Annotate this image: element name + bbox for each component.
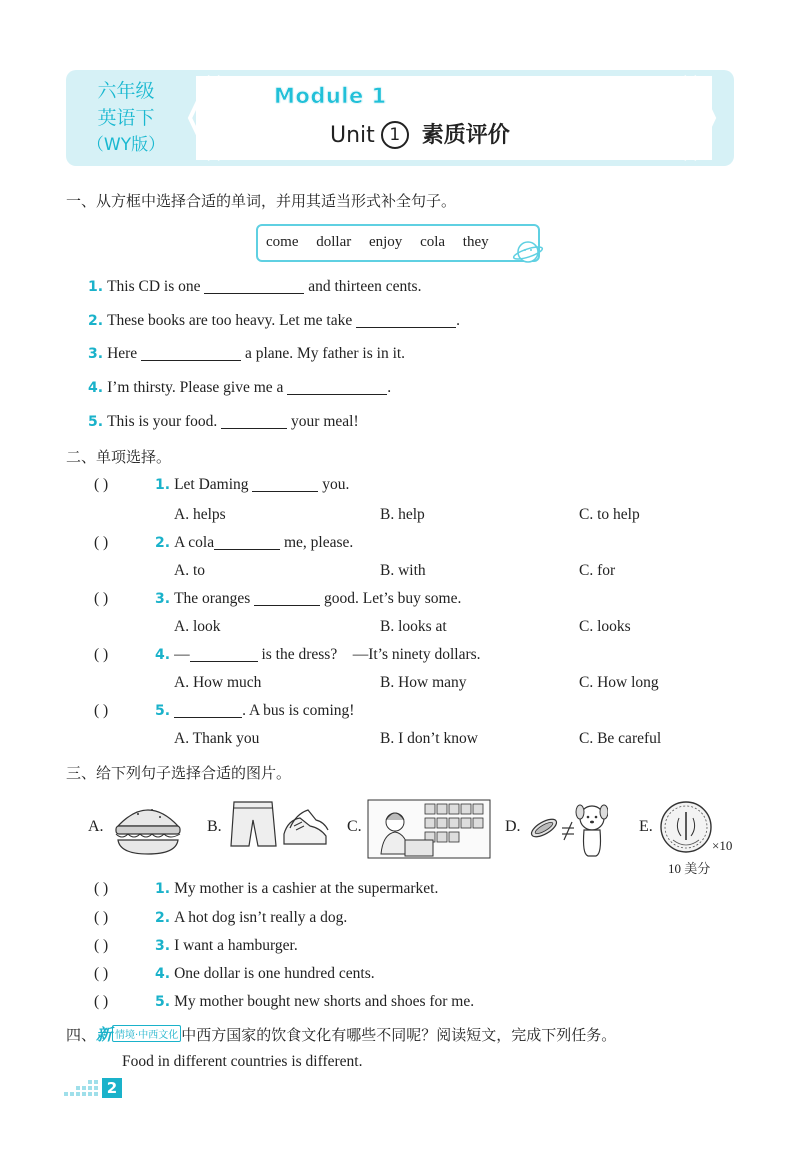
word-item: cola [420, 234, 446, 250]
option-b[interactable]: B. How many [380, 674, 467, 691]
fill-question [88, 379, 391, 397]
match-sentence [155, 993, 474, 1011]
answer-blank [214, 535, 280, 550]
option-c[interactable]: C. How long [579, 674, 659, 691]
page-corner-decoration [62, 1076, 102, 1100]
unit-title [330, 118, 510, 149]
passage-line: Food in different countries is different. [122, 1053, 363, 1070]
answer-paren[interactable]: ( ) [94, 702, 109, 719]
picture-label: D. [505, 818, 521, 835]
answer-blank [190, 647, 258, 662]
option-c[interactable]: C. Be careful [579, 730, 662, 747]
option-b[interactable]: B. looks at [380, 618, 447, 635]
match-sentence [155, 909, 347, 927]
answer-paren[interactable]: ( ) [94, 646, 109, 663]
question-number: 3. [155, 591, 171, 607]
answer-paren[interactable]: ( ) [94, 476, 109, 493]
match-sentence [155, 880, 438, 898]
question-text: your meal! [287, 413, 359, 430]
section-prefix: 四、 [66, 1026, 97, 1044]
answer-paren[interactable]: ( ) [94, 937, 109, 954]
option-b[interactable]: B. I don’t know [380, 730, 478, 747]
dime-coin-icon [659, 800, 713, 854]
fill-question [88, 278, 421, 296]
answer-blank[interactable] [204, 279, 304, 294]
question-text: . A bus is coming! [242, 702, 355, 719]
word-item: dollar [316, 234, 352, 250]
choice-question [155, 702, 354, 720]
answer-blank[interactable] [141, 346, 241, 361]
question-text: a plane. My father is in it. [241, 345, 406, 362]
question-text: One dollar is one hundred cents. [174, 965, 375, 982]
picture-label: E. [639, 818, 653, 835]
option-a[interactable]: A. helps [174, 506, 226, 523]
unit-heading: 素质评价 [421, 123, 510, 148]
question-number: 5. [88, 414, 104, 430]
page-number: 2 [102, 1078, 122, 1098]
question-number: 2. [88, 313, 104, 329]
unit-label: Unit [330, 123, 375, 148]
fill-question [88, 413, 359, 431]
planet-icon [512, 236, 544, 268]
option-b[interactable]: B. help [380, 506, 425, 523]
section1-heading: 一、从方框中选择合适的单词，并用其适当形式补全句子。 [66, 192, 457, 210]
fill-question [88, 345, 405, 363]
cashier-icon [367, 798, 491, 860]
answer-paren[interactable]: ( ) [94, 590, 109, 607]
question-text: A hot dog isn’t really a dog. [174, 909, 348, 926]
section2-heading: 二、单项选择。 [66, 448, 172, 466]
question-number: 3. [155, 938, 171, 954]
answer-blank [254, 591, 320, 606]
unit-number: 1 [381, 121, 409, 149]
question-number: 4. [155, 966, 171, 982]
choice-question [155, 590, 461, 608]
answer-paren[interactable]: ( ) [94, 965, 109, 982]
fill-question [88, 312, 460, 330]
option-c[interactable]: C. looks [579, 618, 631, 635]
new-badge: 新 [96, 1025, 113, 1044]
word-item: enjoy [368, 234, 403, 250]
match-sentence [155, 965, 375, 983]
picture-label: B. [207, 818, 222, 835]
question-number: 5. [155, 703, 171, 719]
question-number: 3. [88, 346, 104, 362]
question-text: you. [318, 476, 350, 493]
hot-dog-not-dog-icon [528, 798, 608, 860]
picture-label: C. [347, 818, 362, 835]
question-number: 5. [155, 994, 171, 1010]
question-text: The oranges [174, 590, 255, 607]
question-number: 2. [155, 910, 171, 926]
answer-blank[interactable] [221, 414, 287, 429]
hamburger-icon [112, 800, 184, 858]
word-list [266, 234, 503, 251]
question-text: . [387, 379, 392, 396]
question-number: 1. [88, 279, 104, 295]
question-text: Let Daming [174, 476, 253, 493]
question-text: These books are too heavy. Let me take [107, 312, 357, 329]
section3-heading: 三、给下列句子选择合适的图片。 [66, 764, 292, 782]
answer-blank [174, 703, 242, 718]
option-a[interactable]: A. Thank you [174, 730, 260, 747]
grade-label [80, 78, 172, 159]
question-text: and thirteen cents. [304, 278, 422, 295]
option-c[interactable]: C. to help [579, 506, 640, 523]
word-item: they [462, 234, 489, 250]
option-a[interactable]: A. look [174, 618, 221, 635]
question-text: . [456, 312, 460, 329]
module-title: Module 1 [274, 84, 387, 108]
match-sentence [155, 937, 298, 955]
word-item: come [266, 234, 299, 250]
coin-caption: 10 美分 [668, 861, 711, 876]
question-number: 4. [88, 380, 104, 396]
question-text: is the dress? —It’s ninety dollars. [257, 646, 481, 663]
option-a[interactable]: A. to [174, 562, 205, 579]
question-text: A cola [174, 534, 215, 551]
question-text: good. Let’s buy some. [320, 590, 462, 607]
question-text: My mother bought new shorts and shoes for me. [174, 993, 475, 1010]
question-number: 2. [155, 535, 171, 551]
section4-heading [66, 1022, 616, 1045]
option-a[interactable]: A. How much [174, 674, 262, 691]
question-text: This CD is one [107, 278, 205, 295]
answer-blank[interactable] [287, 380, 387, 395]
choice-question [155, 476, 349, 494]
context-tag: 情境·中西文化 [112, 1025, 181, 1042]
answer-paren[interactable]: ( ) [94, 993, 109, 1010]
picture-label: A. [88, 818, 104, 835]
answer-paren[interactable]: ( ) [94, 534, 109, 551]
answer-blank [252, 477, 318, 492]
section-title: 中西方国家的饮食文化有哪些不同呢？阅读短文，完成下列任务。 [181, 1026, 617, 1044]
coin-multiplier: ×10 [712, 838, 733, 853]
answer-paren[interactable]: ( ) [94, 880, 109, 897]
subject-line: 英语下 [97, 107, 155, 129]
question-number: 1. [155, 477, 171, 493]
question-text: I’m thirsty. Please give me a [107, 379, 288, 396]
shorts-and-shoes-icon [228, 798, 332, 856]
question-text: I want a hamburger. [174, 937, 298, 954]
grade-line: 六年级 [97, 80, 155, 102]
question-text: My mother is a cashier at the supermarket. [174, 880, 439, 897]
question-number: 1. [155, 881, 171, 897]
choice-question [155, 534, 353, 552]
question-text: This is your food. [107, 413, 222, 430]
answer-blank[interactable] [356, 313, 456, 328]
choice-question [155, 646, 481, 664]
question-text: — [174, 646, 190, 663]
answer-paren[interactable]: ( ) [94, 909, 109, 926]
question-number: 4. [155, 647, 171, 663]
question-text: me, please. [280, 534, 354, 551]
option-b[interactable]: B. with [380, 562, 426, 579]
question-text: Here [107, 345, 142, 362]
edition-line: （WY版） [86, 135, 166, 155]
option-c[interactable]: C. for [579, 562, 616, 579]
